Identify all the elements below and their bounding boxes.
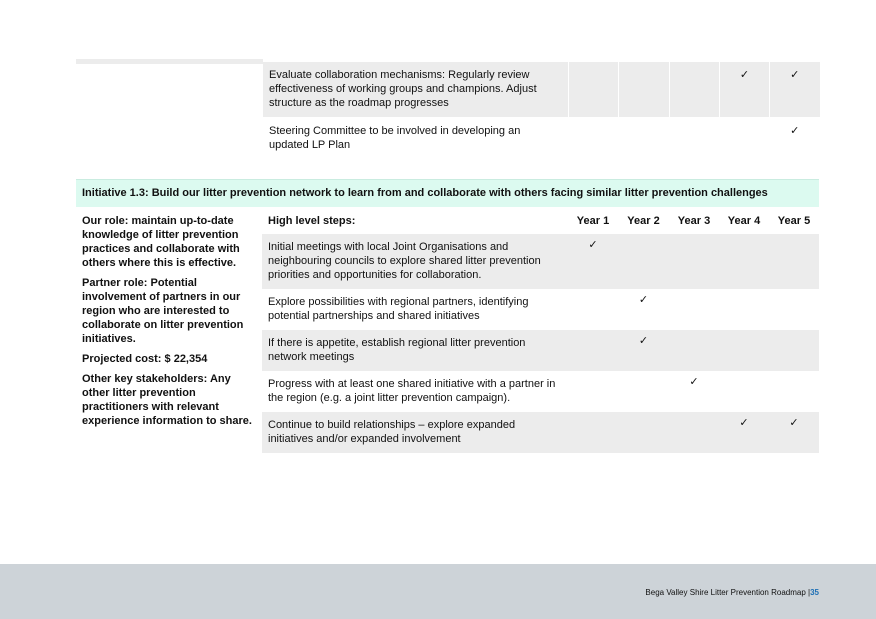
year-2-cell <box>619 62 670 117</box>
year-3-cell <box>670 117 720 158</box>
step-text: Evaluate collaboration mechanisms: Regularly review effectiveness of working groups and champions. Adjust structure as the roadmap progresses <box>269 68 537 109</box>
our-role <box>82 214 256 270</box>
initiative-heading-row <box>76 180 819 208</box>
steps-header-text: High level steps: <box>268 215 356 227</box>
step-text: If there is appetite, establish regional litter prevention network meetings <box>268 337 526 363</box>
year-3-cell <box>669 234 719 289</box>
step-cell <box>262 234 568 289</box>
year-1-cell <box>569 117 619 158</box>
year-1-cell: ✓ <box>568 234 618 289</box>
year-4-cell <box>719 371 769 412</box>
projected-cost <box>82 352 256 366</box>
year-2-cell: ✓ <box>618 330 669 371</box>
stakeholders <box>82 372 256 428</box>
step-text: Explore possibilities with regional partners, identifying potential partnerships and shared initiatives <box>268 296 529 322</box>
partner-role <box>82 276 256 346</box>
year-5-header: Year 5 <box>777 215 811 227</box>
year-2-cell <box>619 117 670 158</box>
step-text: Progress with at least one shared initiative with a partner in the region (e.g. a joint litter prevention campaign). <box>268 378 556 404</box>
year-4-cell <box>719 330 769 371</box>
initiative-table <box>76 179 819 453</box>
year-5-cell: ✓ <box>770 62 820 117</box>
our-role-label: Our role: <box>82 215 129 227</box>
step-text: Steering Committee to be involved in developing an updated LP Plan <box>269 124 521 151</box>
year-2-cell <box>618 371 669 412</box>
year-4-cell <box>719 234 769 289</box>
page-footer <box>0 564 876 619</box>
year-1-cell <box>569 62 619 117</box>
year-2-cell <box>618 412 669 453</box>
year-4-cell: ✓ <box>720 62 770 117</box>
year-3-cell <box>669 412 719 453</box>
year-1-cell <box>568 289 618 330</box>
year-5-cell: ✓ <box>769 412 819 453</box>
step-text: Initial meetings with local Joint Organisations and neighbouring councils to explore shared litter prevention priorities and opportunities for collaboration. <box>268 241 541 281</box>
year-3-cell: ✓ <box>689 376 699 388</box>
steps-header <box>262 207 568 234</box>
continuation-table <box>76 59 820 158</box>
partner-role-text: Potential involvement of partners in our region who are interested to collaborate on litter prevention initiatives. <box>82 277 244 345</box>
step-cell <box>263 62 569 117</box>
year-5-cell: ✓ <box>770 117 820 158</box>
year-5-cell <box>769 371 819 412</box>
stakeholders-label: Other key stakeholders: <box>82 373 208 385</box>
step-text: Continue to build relationships – explore expanded initiatives and/or expanded involvement <box>268 419 516 445</box>
table-row <box>77 62 820 117</box>
year-5-cell <box>769 330 819 371</box>
header-row <box>76 207 819 234</box>
step-cell <box>263 117 569 158</box>
our-role-text: maintain up-to-date knowledge of litter prevention practices and collaborate with others where this is effective. <box>82 215 240 269</box>
year-3-header: Year 3 <box>677 215 711 227</box>
left-blank-cell <box>77 62 263 117</box>
year-4-header: Year 4 <box>727 215 761 227</box>
step-cell <box>262 289 568 330</box>
table-row <box>77 117 820 158</box>
year-2-cell: ✓ <box>638 294 649 306</box>
roles-cell <box>76 207 262 453</box>
partner-role-label: Partner role: <box>82 277 148 289</box>
footer-title <box>645 588 819 597</box>
step-cell <box>262 412 568 453</box>
year-2-header: Year 2 <box>627 215 660 227</box>
projected-cost-text: $ 22,354 <box>161 353 208 365</box>
year-5-cell <box>769 234 819 289</box>
year-5-cell <box>769 289 819 330</box>
year-4-cell <box>720 117 770 158</box>
year-4-cell <box>719 289 769 330</box>
footer-doc-title: Bega Valley Shire Litter Prevention Roadmap | <box>645 588 811 597</box>
year-3-cell <box>669 330 719 371</box>
year-3-cell <box>669 289 719 330</box>
year-1-cell <box>568 330 618 371</box>
year-1-cell <box>568 371 618 412</box>
year-3-cell <box>670 62 720 117</box>
step-cell <box>262 330 568 371</box>
left-blank-cell <box>77 117 263 158</box>
step-cell <box>262 371 568 412</box>
stakeholders-text: Any other litter prevention practitioners with relevant experience information to share. <box>82 373 252 427</box>
year-2-cell <box>618 234 669 289</box>
year-1-header: Year 1 <box>576 215 610 227</box>
page-number: 35 <box>810 588 819 597</box>
initiative-title: Initiative 1.3: Build our litter prevention network to learn from and collaborate with others facing similar litter prevention challenges <box>76 180 819 208</box>
year-4-cell: ✓ <box>719 412 769 453</box>
projected-cost-label: Projected cost: <box>82 353 162 365</box>
year-1-cell <box>568 412 618 453</box>
